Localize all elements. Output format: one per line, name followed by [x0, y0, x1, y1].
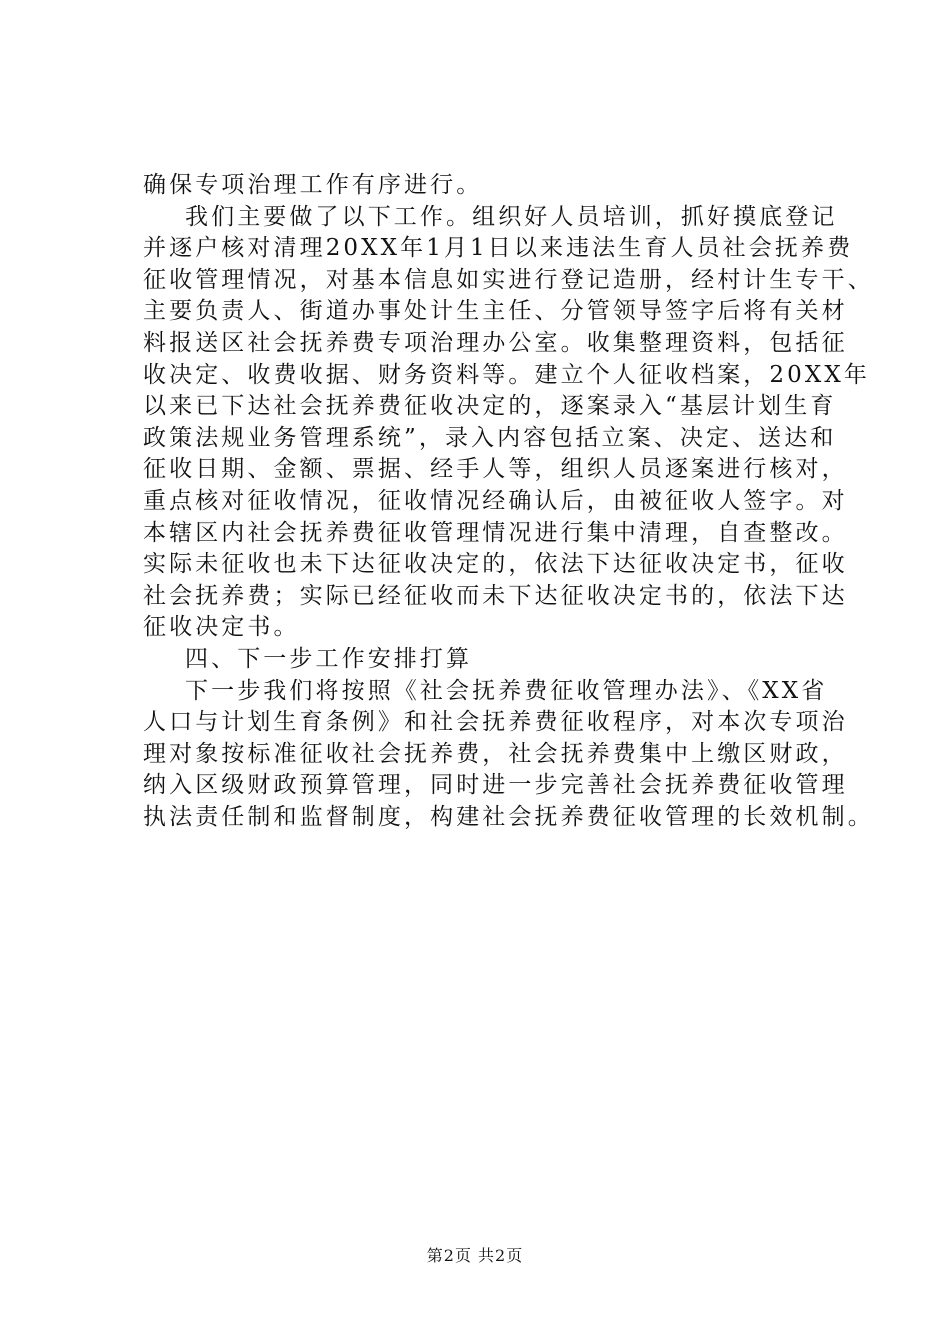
- body-line: 重点核对征收情况，征收情况经确认后，由被征收人签字。对: [143, 487, 848, 514]
- page-number-footer: 第2页 共2页: [426, 1246, 524, 1265]
- body-line: 人口与计划生育条例》和社会抚养费征收程序，对本次专项治: [143, 709, 848, 736]
- body-line: 纳入区级财政预算管理，同时进一步完善社会抚养费征收管理: [143, 772, 848, 799]
- body-line: 收决定、收费收据、财务资料等。建立个人征收档案，20XX年: [143, 361, 870, 388]
- body-line: 社会抚养费；实际已经征收而未下达征收决定书的，依法下达: [143, 582, 848, 609]
- body-line: 料报送区社会抚养费专项治理办公室。收集整理资料，包括征: [143, 329, 848, 356]
- body-line: 政策法规业务管理系统”，录入内容包括立案、决定、送达和: [143, 424, 837, 451]
- paragraph-first-line: 下一步我们将按照《社会抚养费征收管理办法》、《XX省: [185, 677, 828, 704]
- document-body: [143, 170, 874, 833]
- paragraph-first-line: 我们主要做了以下工作。组织好人员培训，抓好摸底登记: [185, 203, 838, 230]
- body-line: 实际未征收也未下达征收决定的，依法下达征收决定书，征收: [143, 551, 848, 578]
- body-line: 以来已下达社会抚养费征收决定的，逐案录入“基层计划生育: [143, 393, 837, 420]
- body-line: 并逐户核对清理20XX年1月1日以来违法生育人员社会抚养费: [143, 235, 854, 262]
- body-line: 主要负责人、街道办事处计生主任、分管领导签字后将有关材: [143, 298, 848, 325]
- section-heading: 四、下一步工作安排打算: [185, 645, 473, 672]
- body-line: 本辖区内社会抚养费征收管理情况进行集中清理，自查整改。: [143, 519, 848, 546]
- body-line: 征收日期、金额、票据、经手人等，组织人员逐案进行核对，: [143, 456, 848, 483]
- body-line: 理对象按标准征收社会抚养费，社会抚养费集中上缴区财政，: [143, 740, 848, 767]
- body-line: 执法责任制和监督制度，构建社会抚养费征收管理的长效机制。: [143, 803, 874, 830]
- body-line: 征收管理情况，对基本信息如实进行登记造册，经村计生专干、: [143, 266, 874, 293]
- body-line: 征收决定书。: [143, 614, 300, 641]
- body-line: 确保专项治理工作有序进行。: [143, 172, 483, 198]
